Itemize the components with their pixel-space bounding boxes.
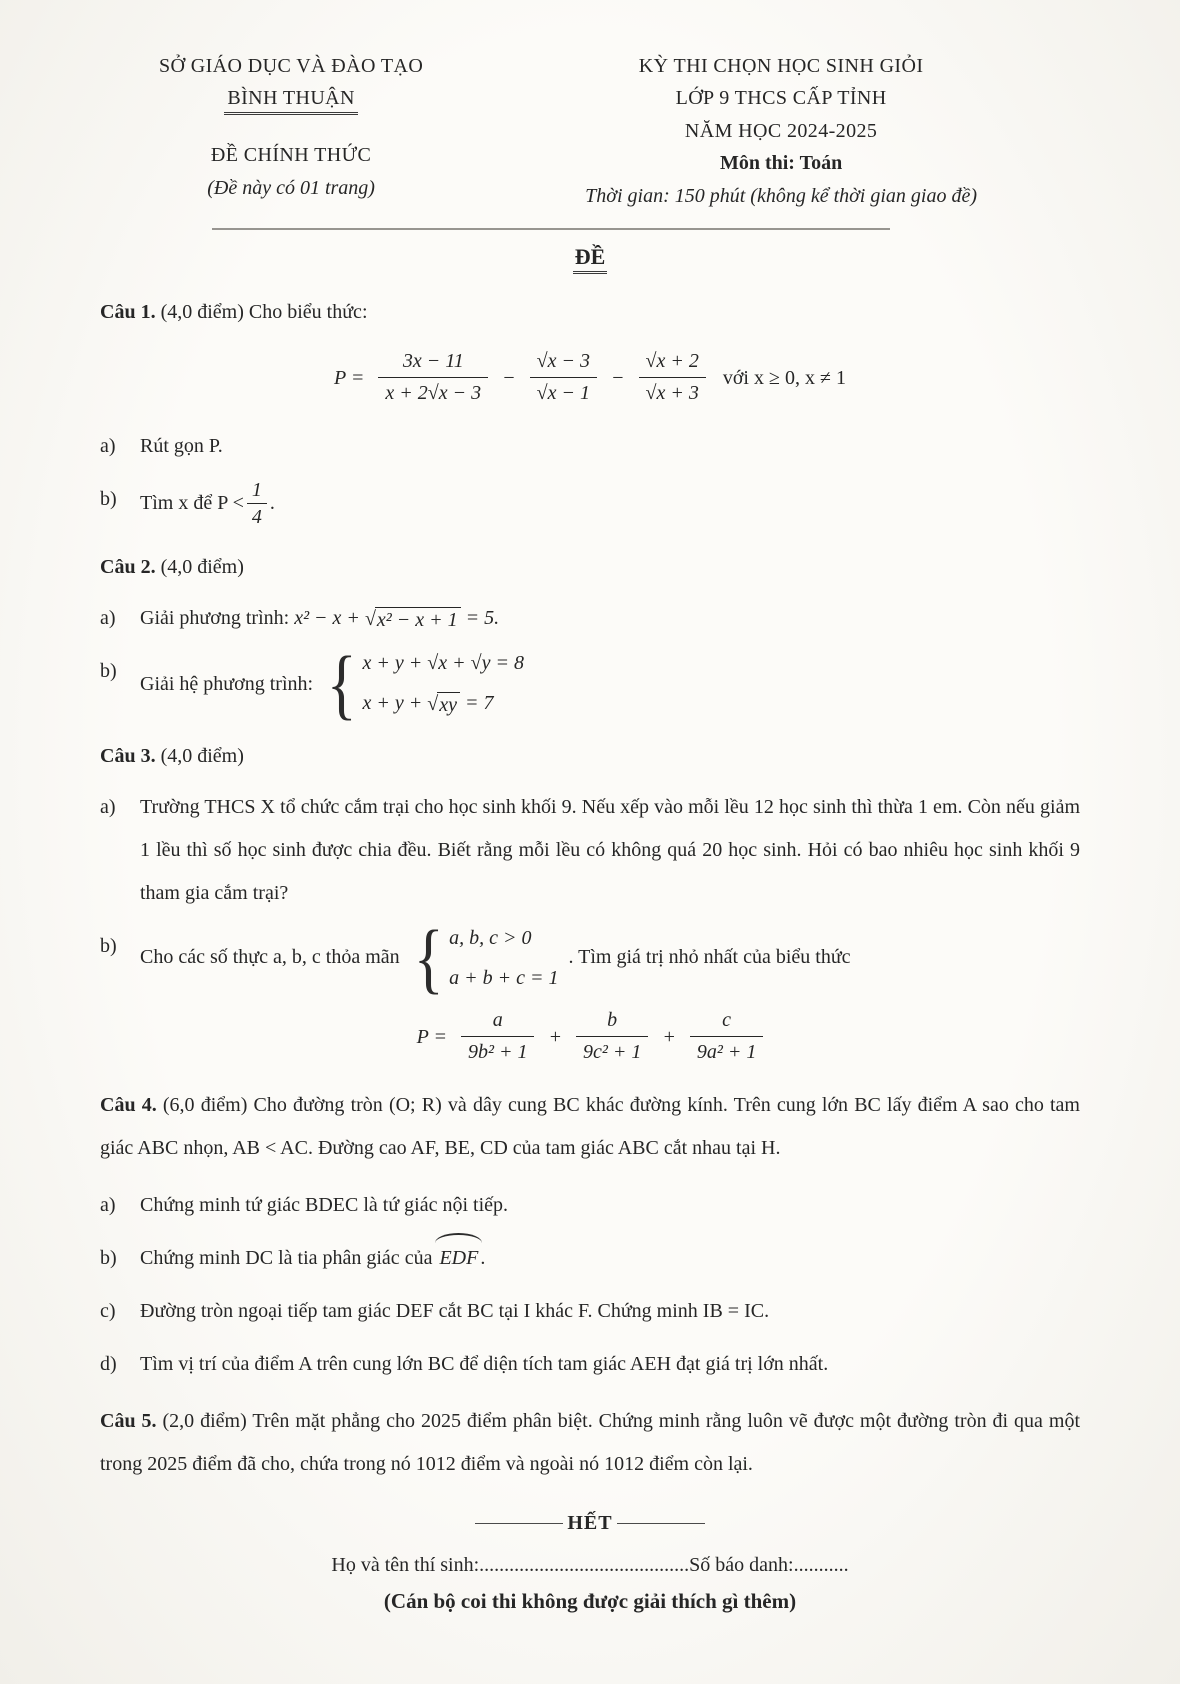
fraction: $\frac{3x - 11}{x + 2√x - 3}$ <box>378 348 488 407</box>
item-text: Rút gọn P. <box>140 435 223 458</box>
doc-title: ĐỀ <box>573 244 608 274</box>
page-count-note: (Đề này có 01 trang) <box>207 176 375 199</box>
header-left <box>100 50 482 212</box>
province-name-row <box>100 82 482 115</box>
left-brace: { <box>413 913 444 1001</box>
item-text <box>140 597 1080 640</box>
item-text: Tìm vị trí của điểm A trên cung lớn BC để diện tích tam giác AEH đạt giá trị lớn nhất. <box>140 1353 829 1376</box>
end-marker <box>100 1512 1080 1535</box>
minus-operator: − <box>611 366 625 389</box>
item-label: a) <box>100 435 116 458</box>
item-text-pre: Chứng minh DC là tia phân giác của <box>140 1247 433 1270</box>
question-4d <box>100 1343 1080 1386</box>
item-text <box>140 639 1080 727</box>
question-2-label: Câu 2. <box>100 556 156 579</box>
system-line-2: x + y + √ xy = 7 <box>362 692 494 716</box>
item-label: a) <box>100 607 116 630</box>
question-2a <box>100 597 1080 640</box>
equation-system <box>323 639 524 727</box>
item-text: Chứng minh tứ giác BDEC là tứ giác nội tiếp. <box>140 1194 509 1217</box>
formula-lhs: P = <box>416 1025 447 1048</box>
exam-title-line1: KỲ THI CHỌN HỌC SINH GIỎI <box>638 55 924 77</box>
question-3-points: (4,0 điểm) <box>160 744 244 767</box>
question-3b <box>100 913 1080 1001</box>
plus-operator: + <box>548 1025 562 1048</box>
question-4c <box>100 1290 1080 1333</box>
fraction: $\frac{√x + 2}{√x + 3}$ <box>639 348 706 407</box>
item-text-pre: Cho các số thực a, b, c thỏa mãn <box>140 946 400 969</box>
item-text-pre: Giải hệ phương trình: <box>140 672 314 695</box>
question-5-label: Câu 5. <box>100 1410 157 1433</box>
fraction: $\frac{√x - 3}{√x - 1}$ <box>530 348 597 407</box>
item-text-post: . <box>269 492 275 515</box>
item-label: b) <box>100 660 117 683</box>
angle-widehat: EDF <box>437 1237 480 1280</box>
item-text-post: . Tìm giá trị nhỏ nhất của biểu thức <box>568 946 851 969</box>
question-4b <box>100 1237 1080 1280</box>
department-name: SỞ GIÁO DỤC VÀ ĐÀO TẠO <box>159 55 424 77</box>
system-line-1: a, b, c > 0 <box>449 926 532 949</box>
question-1-points: (4,0 điểm) <box>160 301 244 324</box>
item-text-post: . <box>480 1247 486 1270</box>
item-text <box>140 1237 1080 1280</box>
item-label: a) <box>100 1194 116 1217</box>
end-label: HẾT <box>567 1512 613 1535</box>
item-text-pre: Tìm x để P < <box>140 492 244 515</box>
fraction: $\frac{c}{\text{9a² + 1}}$ <box>690 1007 764 1066</box>
question-4-text: Cho đường tròn (O; R) và dây cung BC khác đường kính. Trên cung lớn BC lấy điểm A sao cho tam giác ABC nhọn, AB < AC. Đường cao AF, BE, CD của tam giác ABC cắt nhau tại H. <box>100 1094 1080 1160</box>
item-text: Trường THCS X tổ chức cắm trại cho học sinh khối 9. Nếu xếp vào mỗi lều 12 học sinh thì thừa 1 em. Còn nếu giảm 1 lều thì số học sinh được chia đều. Biết rằng mỗi lều có không quá 20 học sinh. Hỏi có bao nhiêu học sinh khối 9 tham gia cắm trại? <box>140 795 1080 904</box>
item-label: c) <box>100 1300 116 1323</box>
formula-condition: với x ≥ 0, x ≠ 1 <box>722 366 846 389</box>
subject-line: Môn thi: Toán <box>719 152 843 175</box>
question-4a <box>100 1184 1080 1227</box>
question-4-label: Câu 4. <box>100 1094 157 1117</box>
end-dash-left <box>475 1523 563 1524</box>
duration-line: Thời gian: 150 phút (không kể thời gian giao đề) <box>585 184 978 207</box>
system-line-1: x + y + √x + √y = 8 <box>362 652 524 675</box>
header-divider <box>212 228 890 230</box>
school-year: NĂM HỌC 2024-2025 <box>684 119 878 142</box>
question-1-heading <box>100 292 1080 332</box>
question-3a <box>100 786 1080 915</box>
item-label: b) <box>100 488 117 511</box>
province-name: BÌNH THUẬN <box>224 87 358 115</box>
question-1-label: Câu 1. <box>100 301 156 324</box>
item-label: a) <box>100 795 116 818</box>
question-4-points: (6,0 điểm) <box>162 1094 248 1117</box>
question-4-intro <box>100 1084 1080 1170</box>
item-text <box>140 478 1080 529</box>
fraction: $\frac{b}{\text{9c² + 1}}$ <box>576 1007 648 1066</box>
question-3-formula <box>100 1007 1080 1066</box>
exam-title-line2: LỚP 9 THCS CẤP TỈNH <box>675 87 887 110</box>
question-2-points: (4,0 điểm) <box>160 556 244 579</box>
question-1b <box>100 478 1080 529</box>
formula-lhs: P = <box>334 366 365 389</box>
question-5 <box>100 1400 1080 1486</box>
item-text <box>140 913 1080 1001</box>
item-label: d) <box>100 1353 117 1376</box>
end-dash-right <box>617 1523 705 1524</box>
fraction: $\frac{1}{4}$ <box>247 478 267 529</box>
square-root: √ x² − x + 1 <box>365 607 461 633</box>
header <box>100 50 1080 212</box>
square-root: √ xy <box>427 692 460 718</box>
question-2-heading <box>100 547 1080 587</box>
item-text: Đường tròn ngoại tiếp tam giác DEF cắt BC tại I khác F. Chứng minh IB = IC. <box>140 1300 770 1323</box>
left-brace: { <box>326 639 357 727</box>
fraction: $\frac{a}{\text{9b² + 1}}$ <box>461 1007 535 1066</box>
proctor-note: (Cán bộ coi thi không được giải thích gì thêm) <box>383 1589 797 1614</box>
system-line-2: a + b + c = 1 <box>449 966 559 989</box>
item-label: b) <box>100 1247 117 1270</box>
question-1-intro: Cho biểu thức: <box>248 301 368 324</box>
candidate-name-line: Họ và tên thí sinh:..........................................Số báo danh:........... <box>331 1554 849 1577</box>
system-lines <box>363 650 524 717</box>
equation-text: x² − x + <box>294 607 360 630</box>
equation-rhs: = 5. <box>465 607 500 630</box>
header-right <box>482 50 1080 212</box>
item-label: b) <box>100 934 117 957</box>
doc-title-row <box>100 244 1080 274</box>
question-2b <box>100 639 1080 727</box>
question-5-points: (2,0 điểm) <box>162 1410 247 1433</box>
plus-operator: + <box>662 1025 676 1048</box>
question-1a <box>100 425 1080 468</box>
question-1-formula <box>100 348 1080 407</box>
question-3-heading <box>100 736 1080 776</box>
sqrt-sign: √ <box>364 607 376 630</box>
question-5-text: Trên mặt phẳng cho 2025 điểm phân biệt. Chứng minh rằng luôn vẽ được một đường tròn đi qua một trong 2025 điểm đã cho, chứa trong nó 1012 điểm và ngoài nó 1012 điểm còn lại. <box>100 1410 1080 1476</box>
question-3-label: Câu 3. <box>100 744 156 767</box>
minus-operator: − <box>502 366 516 389</box>
condition-system <box>410 913 559 1001</box>
sqrt-sign: √ <box>427 692 439 715</box>
system-lines <box>449 925 558 991</box>
official-exam-label: ĐỀ CHÍNH THỨC <box>210 144 372 167</box>
item-text-pre: Giải phương trình: <box>140 607 290 630</box>
